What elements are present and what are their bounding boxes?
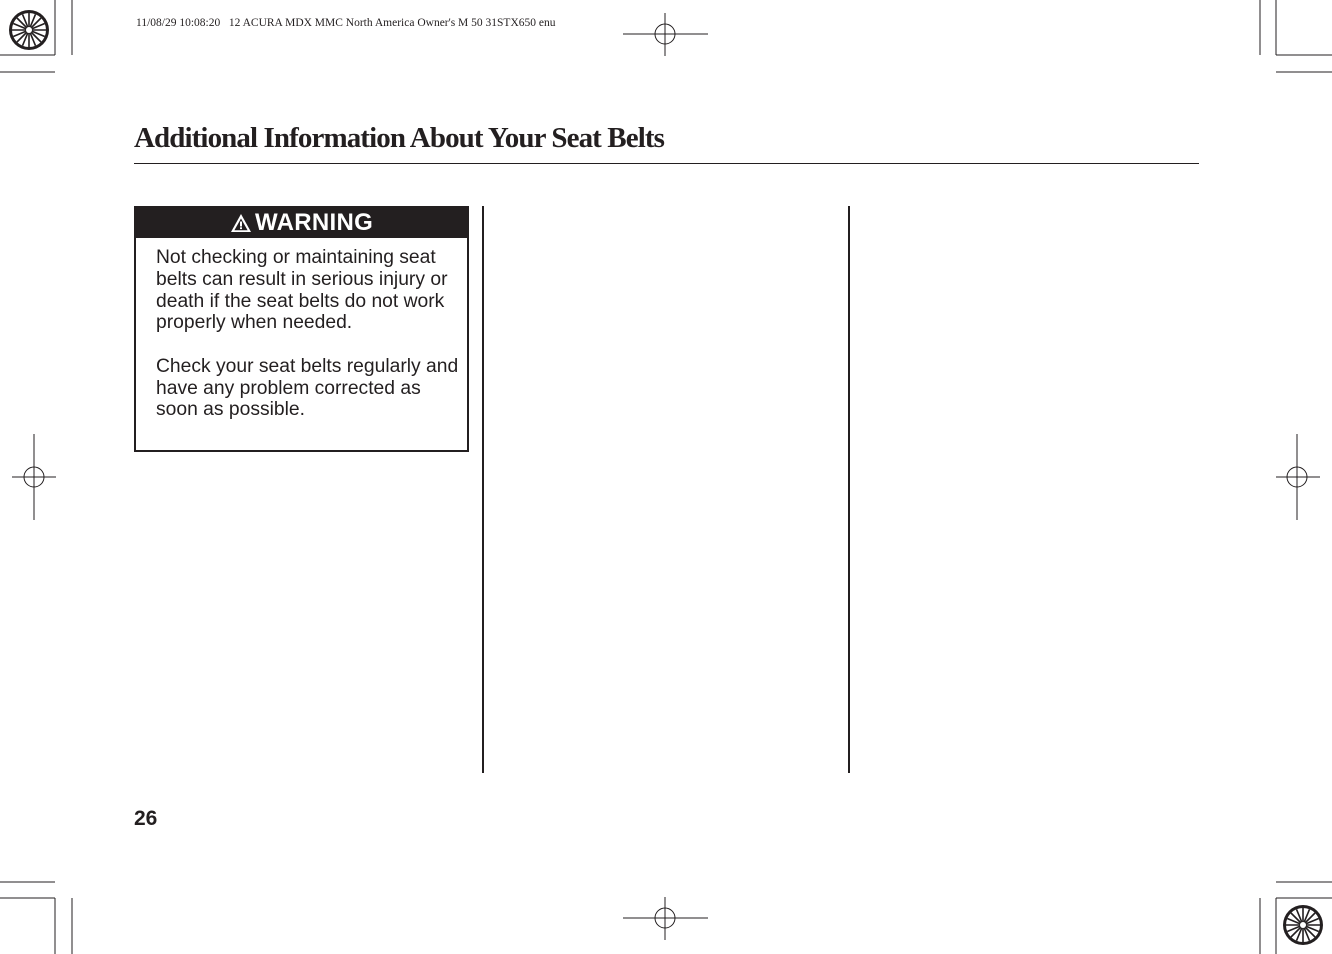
warning-paragraph: Check your seat belts regularly and have any problem corrected as soon as possible. — [156, 355, 459, 421]
column-divider — [848, 206, 850, 773]
page-number: 26 — [134, 807, 158, 830]
section-title: Additional Information About Your Seat Belts — [134, 122, 665, 154]
warning-box — [134, 206, 469, 452]
warning-header — [136, 208, 467, 238]
warning-body — [156, 247, 466, 421]
column-divider — [482, 206, 484, 773]
print-slug: 11/08/29 10:08:20 12 ACURA MDX MMC North America Owner's M 50 31STX650 enu — [136, 17, 556, 29]
warning-label: WARNING — [254, 209, 374, 236]
title-rule — [134, 163, 1199, 164]
warning-triangle-icon — [230, 213, 252, 233]
warning-paragraph: Not checking or maintaining seat belts can result in serious injury or death if the seat belts do not work properly when needed. — [156, 247, 448, 334]
